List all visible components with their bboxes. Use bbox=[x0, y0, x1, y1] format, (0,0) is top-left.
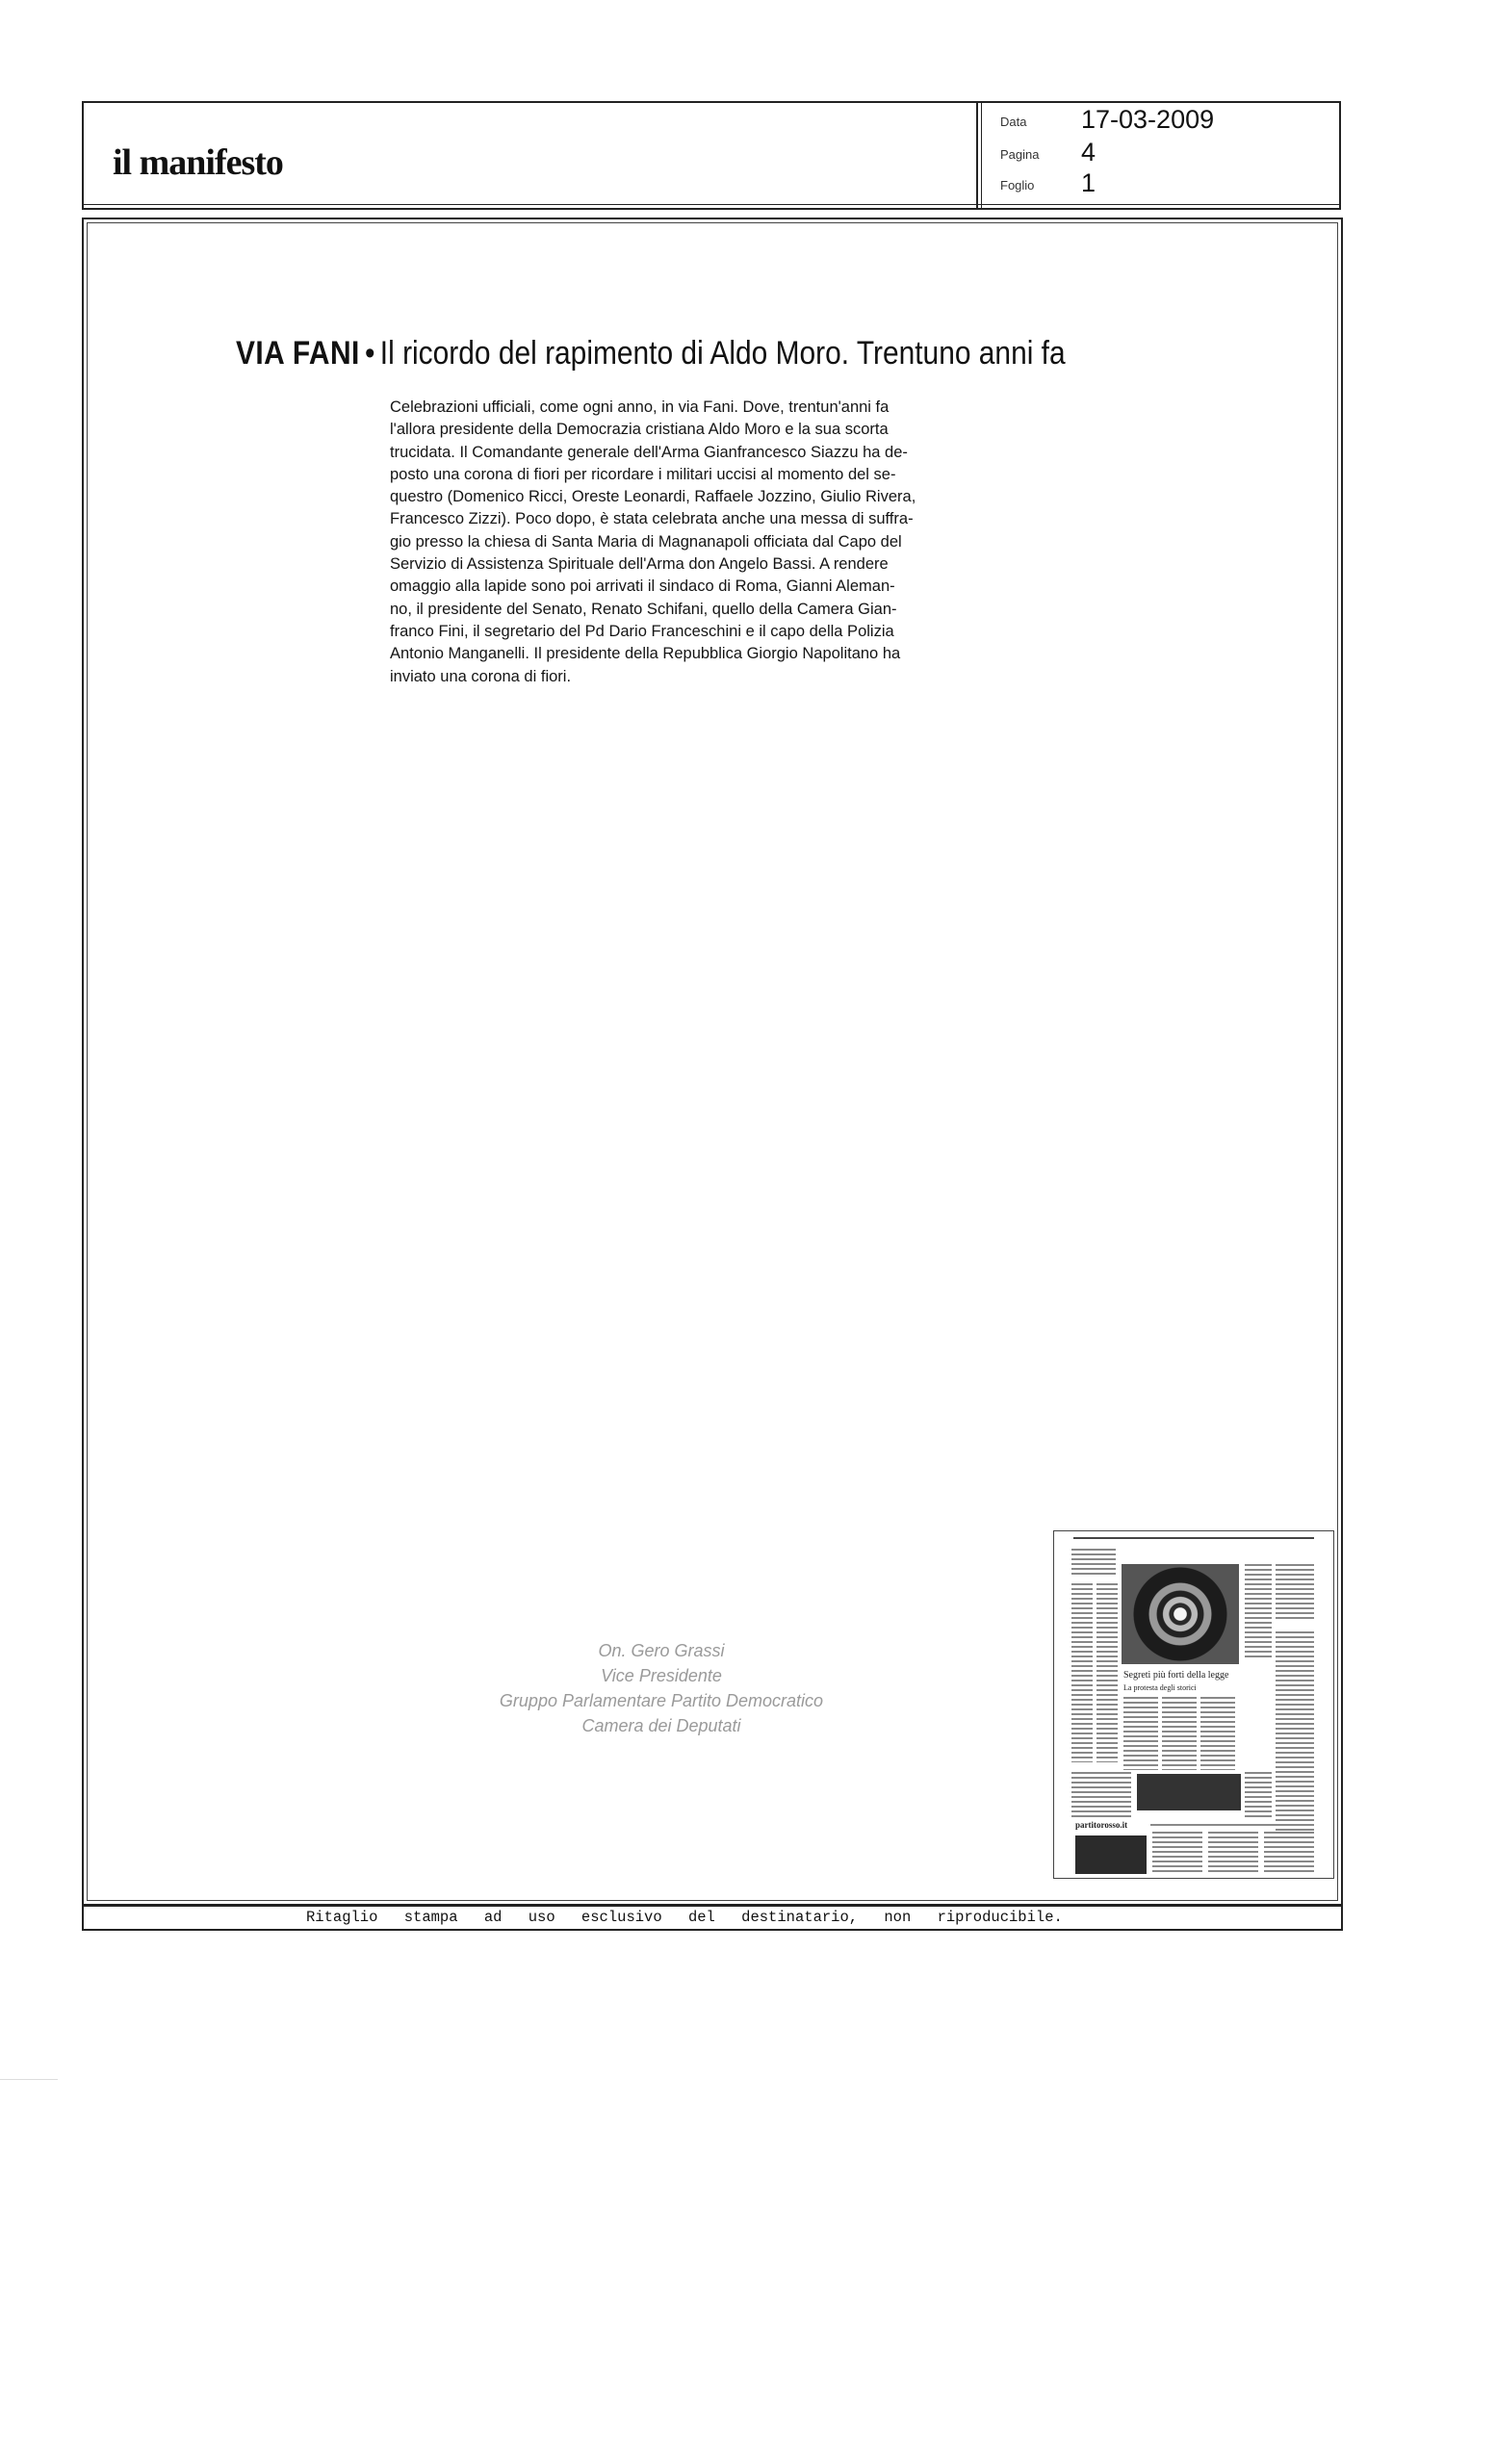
thumb-text-block bbox=[1096, 1583, 1118, 1762]
bullet-separator: • bbox=[365, 335, 375, 372]
thumb-text-block bbox=[1162, 1697, 1197, 1770]
article-line: Celebrazioni ufficiali, come ogni anno, in via Fani. Dove, trentun'anni fa bbox=[390, 398, 890, 416]
meta-label: Data bbox=[1000, 115, 1027, 129]
article-kicker: VIA FANI bbox=[236, 335, 360, 372]
clipping-frame bbox=[82, 218, 1343, 1906]
disclaimer-bar bbox=[82, 1906, 1343, 1931]
article-body bbox=[390, 397, 1025, 688]
thumb-text-block bbox=[1071, 1772, 1131, 1818]
article-line: trucidata. Il Comandante generale dell'Arma Gianfrancesco Siazzu ha de- bbox=[390, 443, 908, 461]
article-line: inviato una corona di fiori. bbox=[390, 667, 572, 685]
meta-value: 1 bbox=[1081, 168, 1096, 197]
signature-group: Gruppo Parlamentare Partito Democratico bbox=[499, 1691, 824, 1710]
thumb-text-block bbox=[1152, 1832, 1202, 1874]
signature-name: On. Gero Grassi bbox=[598, 1641, 725, 1660]
thumb-logo: partitorosso.it bbox=[1075, 1820, 1128, 1830]
header-divider bbox=[976, 103, 978, 208]
thumb-text-block bbox=[1245, 1564, 1272, 1660]
thumb-text-block bbox=[1071, 1583, 1093, 1762]
thumb-photo bbox=[1122, 1564, 1239, 1664]
article-line: gio presso la chiesa di Santa Maria di Magnanapoli officiata dal Capo del bbox=[390, 532, 902, 551]
header-divider-inner bbox=[981, 103, 982, 208]
signature-chamber: Camera dei Deputati bbox=[581, 1716, 741, 1735]
signature-stamp bbox=[373, 1638, 950, 1738]
signature-role: Vice Presidente bbox=[601, 1666, 722, 1685]
masthead: il manifesto bbox=[113, 142, 283, 183]
article-line: Francesco Zizzi). Poco dopo, è stata celebrata anche una messa di suffra- bbox=[390, 510, 914, 528]
header-rule bbox=[84, 204, 1339, 205]
article-title: Il ricordo del rapimento di Aldo Moro. Trentuno anni fa bbox=[379, 335, 1066, 372]
article-line: l'allora presidente della Democrazia cristiana Aldo Moro e la sua scorta bbox=[390, 421, 889, 439]
meta-row-data bbox=[1000, 105, 1318, 136]
meta-row-pagina bbox=[1000, 138, 1318, 168]
thumb-text-block bbox=[1200, 1697, 1235, 1770]
thumb-subheadline: La protesta degli storici bbox=[1123, 1683, 1197, 1692]
thumb-rule bbox=[1150, 1824, 1314, 1826]
scan-edge-mark bbox=[0, 2079, 58, 2080]
thumb-rule bbox=[1073, 1537, 1314, 1539]
article-line: questro (Domenico Ricci, Oreste Leonardi, Raffaele Jozzino, Giulio Rivera, bbox=[390, 488, 916, 506]
article-line: omaggio alla lapide sono poi arrivati il sindaco di Roma, Gianni Aleman- bbox=[390, 578, 895, 596]
thumb-text-block bbox=[1245, 1772, 1272, 1820]
article-headline bbox=[236, 335, 1066, 372]
thumb-text-block bbox=[1276, 1564, 1314, 1622]
meta-label: Foglio bbox=[1000, 178, 1035, 192]
thumb-text-block bbox=[1071, 1549, 1116, 1578]
article-line: posto una corona di fiori per ricordare i militari uccisi al momento del se- bbox=[390, 465, 896, 483]
thumb-photo bbox=[1137, 1774, 1241, 1810]
article-line: Antonio Manganelli. Il presidente della Repubblica Giorgio Napolitano ha bbox=[390, 645, 901, 663]
article-line: no, il presidente del Senato, Renato Schifani, quello della Camera Gian- bbox=[390, 600, 897, 618]
article-line: franco Fini, il segretario del Pd Dario Franceschini e il capo della Polizia bbox=[390, 622, 894, 640]
thumb-text-block bbox=[1123, 1697, 1158, 1770]
page-thumbnail bbox=[1053, 1530, 1334, 1879]
meta-row-foglio bbox=[1000, 168, 1318, 199]
thumb-text-block bbox=[1208, 1832, 1258, 1874]
meta-value: 4 bbox=[1081, 138, 1096, 167]
article-line: Servizio di Assistenza Spirituale dell'Arma don Angelo Bassi. A rendere bbox=[390, 555, 889, 574]
thumb-text-block bbox=[1276, 1631, 1314, 1843]
meta-value: 17-03-2009 bbox=[1081, 105, 1215, 134]
meta-label: Pagina bbox=[1000, 147, 1040, 162]
disclaimer-text: Ritaglio stampa ad uso esclusivo del destinatario, non riproducibile. bbox=[306, 1909, 1063, 1926]
thumb-headline: Segreti più forti della legge bbox=[1123, 1670, 1229, 1681]
thumb-photo bbox=[1075, 1835, 1147, 1874]
clipping-header bbox=[82, 101, 1341, 210]
thumb-text-block bbox=[1264, 1832, 1314, 1874]
